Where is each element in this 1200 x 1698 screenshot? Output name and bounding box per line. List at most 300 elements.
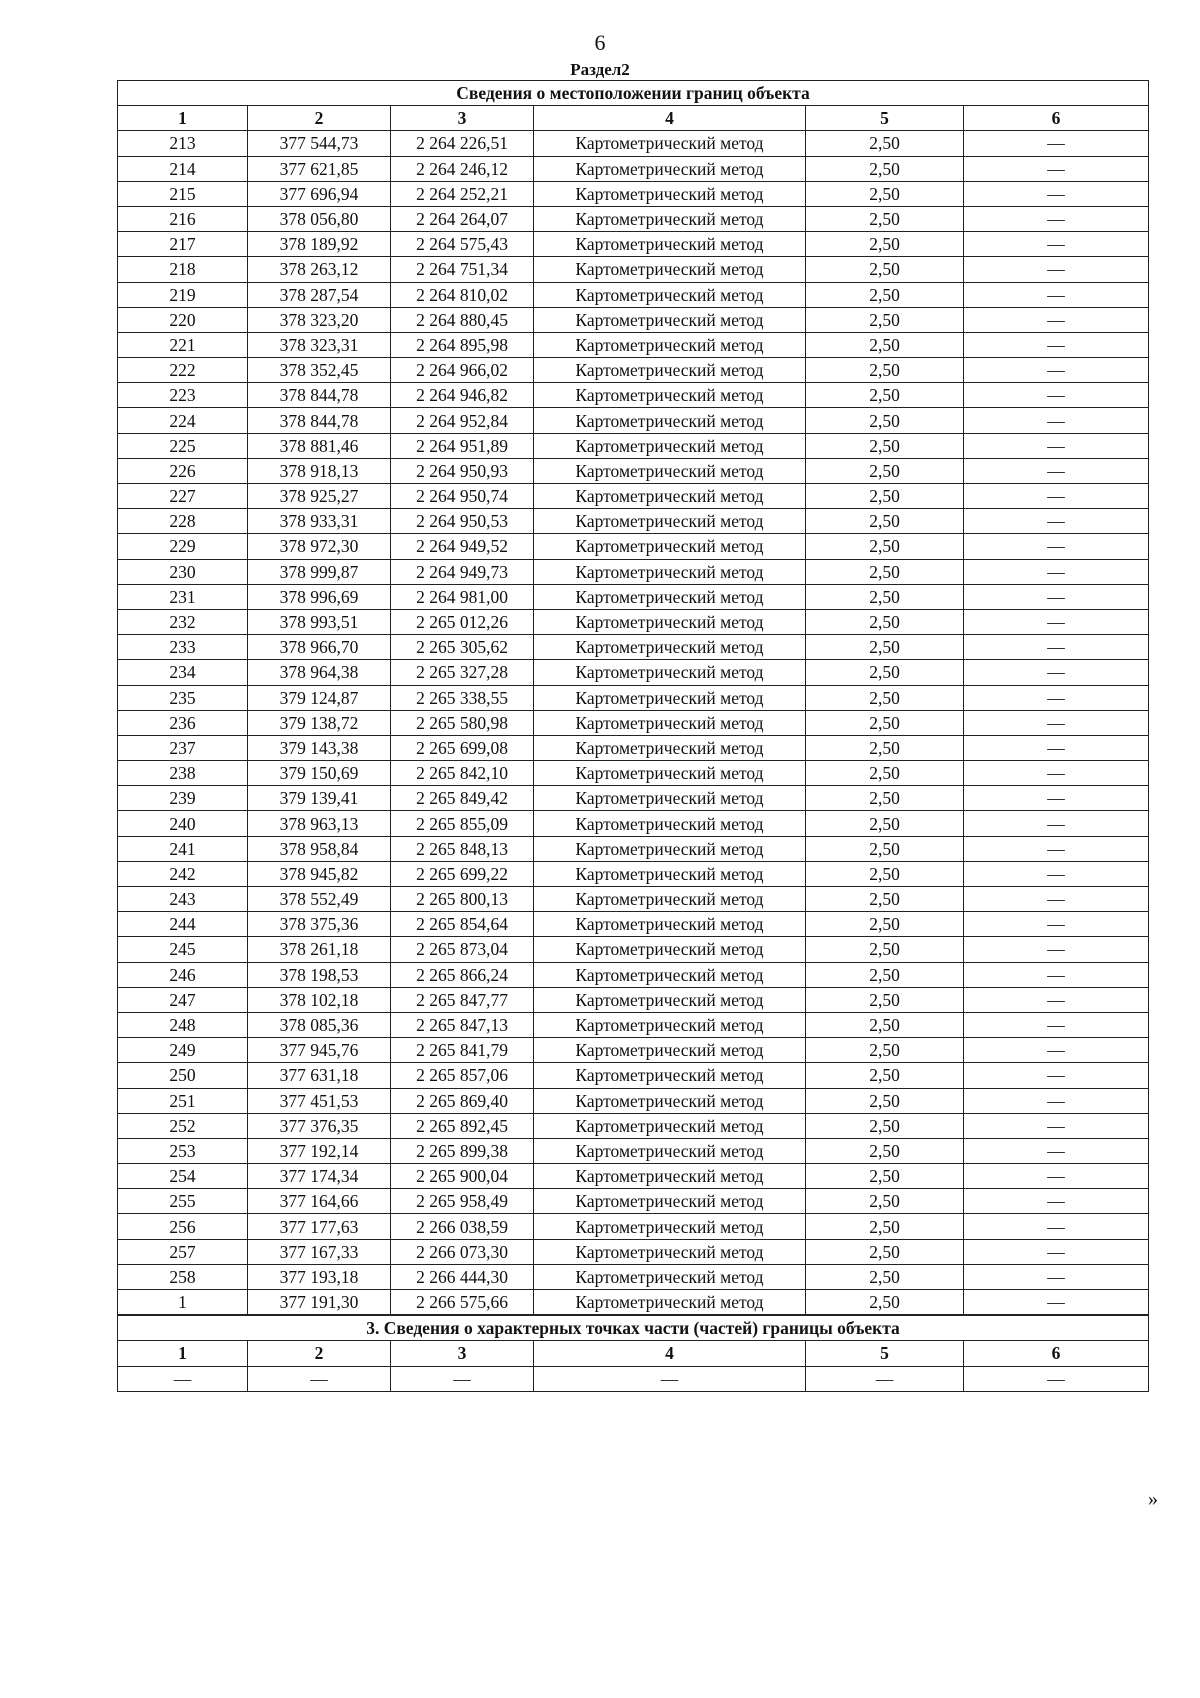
- table-row-cell: 2 265 800,13: [391, 887, 534, 912]
- table-row: [118, 534, 1149, 559]
- table-row: [118, 509, 1149, 534]
- table-row-cell: 2 265 841,79: [391, 1038, 534, 1063]
- table-row-cell: —: [964, 912, 1149, 937]
- table-row: [118, 282, 1149, 307]
- table-row-cell: 2 264 951,89: [391, 433, 534, 458]
- section3-row-cell: —: [806, 1366, 964, 1391]
- header-row-cell: 3: [391, 106, 534, 131]
- table-row: [118, 1214, 1149, 1239]
- table-row-cell: 236: [118, 710, 248, 735]
- table-row: [118, 660, 1149, 685]
- table-row-cell: 2,50: [806, 358, 964, 383]
- section3-row-cell: —: [248, 1366, 391, 1391]
- table-row-cell: 217: [118, 232, 248, 257]
- table-row: [118, 408, 1149, 433]
- table-row-cell: 2 265 580,98: [391, 710, 534, 735]
- table-row: [118, 635, 1149, 660]
- table-row-cell: Картометрический метод: [534, 710, 806, 735]
- table-row-cell: 378 198,53: [248, 962, 391, 987]
- table-row-cell: Картометрический метод: [534, 458, 806, 483]
- table-row-cell: 377 544,73: [248, 131, 391, 156]
- section3-row-cell: —: [534, 1366, 806, 1391]
- table-row-cell: 379 139,41: [248, 786, 391, 811]
- table-row-cell: 229: [118, 534, 248, 559]
- table-row-cell: 2,50: [806, 458, 964, 483]
- table-row-cell: 2 265 873,04: [391, 937, 534, 962]
- table-row-cell: —: [964, 257, 1149, 282]
- table-row-cell: Картометрический метод: [534, 1290, 806, 1316]
- header-row-cell: 2: [248, 106, 391, 131]
- table-row-cell: 250: [118, 1063, 248, 1088]
- table-row-cell: 378 323,20: [248, 307, 391, 332]
- table-row-cell: 377 177,63: [248, 1214, 391, 1239]
- table-row-cell: 221: [118, 332, 248, 357]
- table-row-cell: 377 192,14: [248, 1138, 391, 1163]
- table-row-cell: Картометрический метод: [534, 887, 806, 912]
- table-row-cell: 228: [118, 509, 248, 534]
- table-row-cell: Картометрический метод: [534, 307, 806, 332]
- section3-header-row-cell: 1: [118, 1341, 248, 1366]
- table-row-cell: —: [964, 433, 1149, 458]
- table-row: [118, 1012, 1149, 1037]
- table-row-cell: 2,50: [806, 232, 964, 257]
- table-row-cell: Картометрический метод: [534, 1264, 806, 1289]
- table-row: [118, 786, 1149, 811]
- table-row-cell: 378 261,18: [248, 937, 391, 962]
- table-row-cell: Картометрический метод: [534, 962, 806, 987]
- table-row: [118, 1063, 1149, 1088]
- table-row-cell: 2,50: [806, 962, 964, 987]
- section3-header-row-cell: 3: [391, 1341, 534, 1366]
- table-row-cell: 2 264 880,45: [391, 307, 534, 332]
- table-row-cell: Картометрический метод: [534, 408, 806, 433]
- table-row: [118, 484, 1149, 509]
- table-row-cell: 2,50: [806, 156, 964, 181]
- table-row-cell: 2,50: [806, 1012, 964, 1037]
- table-row: [118, 1113, 1149, 1138]
- table-row-cell: 2,50: [806, 811, 964, 836]
- table-row-cell: 2,50: [806, 534, 964, 559]
- table-row: [118, 156, 1149, 181]
- table-row-cell: 253: [118, 1138, 248, 1163]
- table-row-cell: Картометрический метод: [534, 761, 806, 786]
- table-row-cell: —: [964, 559, 1149, 584]
- table-row-cell: 2,50: [806, 735, 964, 760]
- table-row-cell: 2,50: [806, 206, 964, 231]
- table-row-cell: Картометрический метод: [534, 1239, 806, 1264]
- table-row-cell: 378 945,82: [248, 861, 391, 886]
- table-row-cell: —: [964, 584, 1149, 609]
- table-row: [118, 962, 1149, 987]
- table-row-cell: 2,50: [806, 1189, 964, 1214]
- table-row-cell: Картометрический метод: [534, 257, 806, 282]
- table-row-cell: 2,50: [806, 1088, 964, 1113]
- table-row-cell: —: [964, 484, 1149, 509]
- table-row-cell: 246: [118, 962, 248, 987]
- table-row: [118, 1239, 1149, 1264]
- page-number: 6: [594, 30, 606, 55]
- table-row-cell: 378 375,36: [248, 912, 391, 937]
- table-subtitle: Сведения о местоположении границ объекта: [118, 81, 1149, 106]
- table-row-cell: 244: [118, 912, 248, 937]
- table-row-cell: Картометрический метод: [534, 559, 806, 584]
- header-row-cell: 1: [118, 106, 248, 131]
- table-row-cell: —: [964, 1113, 1149, 1138]
- table-row-cell: Картометрический метод: [534, 433, 806, 458]
- table-row-cell: 379 143,38: [248, 735, 391, 760]
- table-row-cell: 378 323,31: [248, 332, 391, 357]
- table-row-cell: Картометрический метод: [534, 534, 806, 559]
- table-row-cell: Картометрический метод: [534, 635, 806, 660]
- table-row-cell: 2,50: [806, 131, 964, 156]
- table-row-cell: 2 264 946,82: [391, 383, 534, 408]
- table-row-cell: 2,50: [806, 912, 964, 937]
- section3-row-cell: —: [964, 1366, 1149, 1391]
- table-row-cell: 238: [118, 761, 248, 786]
- table-row-cell: 378 958,84: [248, 836, 391, 861]
- table-row-cell: 378 963,13: [248, 811, 391, 836]
- table-row-cell: 252: [118, 1113, 248, 1138]
- table-row-cell: 378 881,46: [248, 433, 391, 458]
- table-row-cell: —: [964, 509, 1149, 534]
- table-row-cell: 2,50: [806, 609, 964, 634]
- table-row-cell: 2 265 847,13: [391, 1012, 534, 1037]
- table-row-cell: 378 287,54: [248, 282, 391, 307]
- section3-title: 3. Сведения о характерных точках части (частей) границы объекта: [118, 1315, 1149, 1341]
- table-row-cell: —: [964, 232, 1149, 257]
- table-row-cell: 378 844,78: [248, 383, 391, 408]
- table-row: [118, 811, 1149, 836]
- table-row-cell: 2 265 900,04: [391, 1164, 534, 1189]
- table-row: [118, 206, 1149, 231]
- table-row-cell: 2 265 842,10: [391, 761, 534, 786]
- table-row-cell: 378 102,18: [248, 987, 391, 1012]
- table-row-cell: —: [964, 206, 1149, 231]
- table-row-cell: 231: [118, 584, 248, 609]
- table-row-cell: —: [964, 458, 1149, 483]
- table-row-cell: 233: [118, 635, 248, 660]
- table-row-cell: 378 352,45: [248, 358, 391, 383]
- table-row-cell: 227: [118, 484, 248, 509]
- table-row-cell: 2,50: [806, 987, 964, 1012]
- table-row-cell: 377 631,18: [248, 1063, 391, 1088]
- table-row-cell: 2,50: [806, 710, 964, 735]
- table-row-cell: 2 265 855,09: [391, 811, 534, 836]
- table-row-cell: 2 264 264,07: [391, 206, 534, 231]
- table-row-cell: 2 264 252,21: [391, 181, 534, 206]
- table-row-cell: Картометрический метод: [534, 181, 806, 206]
- table-row-cell: 2,50: [806, 408, 964, 433]
- table-row-cell: Картометрический метод: [534, 232, 806, 257]
- table-row-cell: 2,50: [806, 1264, 964, 1289]
- table-row-cell: 2,50: [806, 1164, 964, 1189]
- table-row-cell: Картометрический метод: [534, 1012, 806, 1037]
- table-row-cell: 378 966,70: [248, 635, 391, 660]
- table-row-cell: 257: [118, 1239, 248, 1264]
- table-row-cell: 2,50: [806, 509, 964, 534]
- table-row-cell: —: [964, 887, 1149, 912]
- table-row-cell: 2 264 751,34: [391, 257, 534, 282]
- table-row-cell: 378 263,12: [248, 257, 391, 282]
- header-row-cell: 5: [806, 106, 964, 131]
- table-row-cell: 2 265 854,64: [391, 912, 534, 937]
- section3-header-row: [118, 1341, 1149, 1366]
- table-row-cell: 2,50: [806, 433, 964, 458]
- table-row-cell: 2,50: [806, 332, 964, 357]
- table-row-cell: Картометрический метод: [534, 609, 806, 634]
- table-row-cell: Картометрический метод: [534, 509, 806, 534]
- table-row-cell: 216: [118, 206, 248, 231]
- table-row-cell: 2 264 952,84: [391, 408, 534, 433]
- table-row-cell: Картометрический метод: [534, 786, 806, 811]
- table-row-cell: 2 266 073,30: [391, 1239, 534, 1264]
- table-row-cell: —: [964, 1088, 1149, 1113]
- table-row-cell: Картометрический метод: [534, 282, 806, 307]
- table-row-cell: —: [964, 1189, 1149, 1214]
- table-row-cell: 2 265 899,38: [391, 1138, 534, 1163]
- table-row-cell: 378 925,27: [248, 484, 391, 509]
- table-row-cell: 239: [118, 786, 248, 811]
- table-row-cell: 378 933,31: [248, 509, 391, 534]
- table-row-cell: 2 264 981,00: [391, 584, 534, 609]
- table-row-cell: —: [964, 1214, 1149, 1239]
- table-row-cell: 2 265 012,26: [391, 609, 534, 634]
- table-row-cell: —: [964, 1063, 1149, 1088]
- table-row: [118, 181, 1149, 206]
- table-row-cell: 2 264 575,43: [391, 232, 534, 257]
- header-row-cell: 6: [964, 106, 1149, 131]
- table-row-cell: 2,50: [806, 383, 964, 408]
- table-row-cell: —: [964, 282, 1149, 307]
- table-row-cell: Картометрический метод: [534, 1063, 806, 1088]
- table-row-cell: —: [964, 383, 1149, 408]
- table-row-cell: 2,50: [806, 1214, 964, 1239]
- table-row-cell: —: [964, 660, 1149, 685]
- table-row-cell: 378 844,78: [248, 408, 391, 433]
- table-row-cell: 2 264 246,12: [391, 156, 534, 181]
- table-row: [118, 1038, 1149, 1063]
- table-row-cell: 2,50: [806, 559, 964, 584]
- table-row-cell: 2,50: [806, 635, 964, 660]
- table-row-cell: 2,50: [806, 1113, 964, 1138]
- table-row-cell: 2 264 950,74: [391, 484, 534, 509]
- table-row-cell: 378 056,80: [248, 206, 391, 231]
- table-row-cell: —: [964, 937, 1149, 962]
- table-row-cell: Картометрический метод: [534, 937, 806, 962]
- table-row-cell: —: [964, 609, 1149, 634]
- table-row: [118, 433, 1149, 458]
- table-row: [118, 735, 1149, 760]
- table-row-cell: 232: [118, 609, 248, 634]
- table-row-cell: —: [964, 534, 1149, 559]
- table-row-cell: 2 264 949,73: [391, 559, 534, 584]
- table-row-cell: 247: [118, 987, 248, 1012]
- table-row-cell: 215: [118, 181, 248, 206]
- table-row-cell: 378 999,87: [248, 559, 391, 584]
- table-row-cell: —: [964, 1138, 1149, 1163]
- table-row-cell: 377 945,76: [248, 1038, 391, 1063]
- table-row: [118, 307, 1149, 332]
- table-row-cell: 237: [118, 735, 248, 760]
- closing-quote: »: [1148, 1488, 1158, 1510]
- table-row-cell: 223: [118, 383, 248, 408]
- table-row-cell: 2,50: [806, 282, 964, 307]
- table-row-cell: Картометрический метод: [534, 484, 806, 509]
- table-row-cell: 255: [118, 1189, 248, 1214]
- table-row-cell: 378 996,69: [248, 584, 391, 609]
- table-row-cell: 377 621,85: [248, 156, 391, 181]
- table-row-cell: 377 164,66: [248, 1189, 391, 1214]
- table-row-cell: 377 167,33: [248, 1239, 391, 1264]
- table-row-cell: —: [964, 1239, 1149, 1264]
- table-row-cell: 378 993,51: [248, 609, 391, 634]
- table-row-cell: 2,50: [806, 584, 964, 609]
- table-row-cell: 378 189,92: [248, 232, 391, 257]
- table-row: [118, 1189, 1149, 1214]
- table-row-cell: 2,50: [806, 887, 964, 912]
- table-row-cell: 2,50: [806, 786, 964, 811]
- table-row: [118, 937, 1149, 962]
- table-row-cell: 230: [118, 559, 248, 584]
- table-row-cell: —: [964, 861, 1149, 886]
- table-row-cell: 378 964,38: [248, 660, 391, 685]
- section3-row-cell: —: [391, 1366, 534, 1391]
- table-row-cell: Картометрический метод: [534, 987, 806, 1012]
- table-row-cell: Картометрический метод: [534, 1038, 806, 1063]
- table-row-cell: 213: [118, 131, 248, 156]
- header-row-cell: 4: [534, 106, 806, 131]
- table-row-cell: 2,50: [806, 836, 964, 861]
- table-row: [118, 761, 1149, 786]
- table-row-cell: Картометрический метод: [534, 1138, 806, 1163]
- table-row-cell: 2 264 895,98: [391, 332, 534, 357]
- table-row-cell: 2,50: [806, 257, 964, 282]
- table-row-cell: 234: [118, 660, 248, 685]
- table-row-cell: 377 451,53: [248, 1088, 391, 1113]
- table-row-cell: 2,50: [806, 181, 964, 206]
- table-row-cell: —: [964, 685, 1149, 710]
- table-row-cell: —: [964, 836, 1149, 861]
- table-row: [118, 710, 1149, 735]
- table-row-cell: —: [964, 1012, 1149, 1037]
- table-row-cell: 249: [118, 1038, 248, 1063]
- table-row-cell: —: [964, 786, 1149, 811]
- table-row-cell: Картометрический метод: [534, 861, 806, 886]
- table-row-cell: —: [964, 761, 1149, 786]
- table-row-cell: 243: [118, 887, 248, 912]
- table-row-cell: —: [964, 987, 1149, 1012]
- table-row-cell: 2,50: [806, 1239, 964, 1264]
- table-row-cell: 377 376,35: [248, 1113, 391, 1138]
- table-row-cell: Картометрический метод: [534, 383, 806, 408]
- table-row: [118, 584, 1149, 609]
- table-row-cell: Картометрический метод: [534, 358, 806, 383]
- table-row: [118, 131, 1149, 156]
- table-row-cell: —: [964, 710, 1149, 735]
- table-row-cell: 235: [118, 685, 248, 710]
- table-row: [118, 257, 1149, 282]
- section-label: Раздел2: [570, 60, 630, 79]
- table-row-cell: 2,50: [806, 1290, 964, 1316]
- table-row-cell: Картометрический метод: [534, 660, 806, 685]
- table-row-cell: 2,50: [806, 1038, 964, 1063]
- table-row-cell: 2,50: [806, 937, 964, 962]
- table-row-cell: 378 552,49: [248, 887, 391, 912]
- table-row-cell: 2,50: [806, 1063, 964, 1088]
- table-row-cell: Картометрический метод: [534, 1189, 806, 1214]
- boundary-table: [117, 80, 1149, 1392]
- table-row-cell: 2,50: [806, 761, 964, 786]
- table-row-cell: —: [964, 635, 1149, 660]
- table-row-cell: 377 696,94: [248, 181, 391, 206]
- table-row-cell: 2 266 038,59: [391, 1214, 534, 1239]
- table-row: [118, 861, 1149, 886]
- table-row-cell: 225: [118, 433, 248, 458]
- table-row: [118, 836, 1149, 861]
- table-row-cell: 2 264 810,02: [391, 282, 534, 307]
- table-row: [118, 1138, 1149, 1163]
- table-row-cell: 377 193,18: [248, 1264, 391, 1289]
- table-row-cell: Картометрический метод: [534, 584, 806, 609]
- table-row: [118, 332, 1149, 357]
- table-row-cell: 242: [118, 861, 248, 886]
- table-row-cell: Картометрический метод: [534, 811, 806, 836]
- section3-row-cell: —: [118, 1366, 248, 1391]
- table-row-cell: 2 265 869,40: [391, 1088, 534, 1113]
- table-row: [118, 887, 1149, 912]
- table-row: [118, 1088, 1149, 1113]
- table-row: [118, 609, 1149, 634]
- table-row-cell: 2 265 848,13: [391, 836, 534, 861]
- table-row: [118, 232, 1149, 257]
- table-row-cell: —: [964, 156, 1149, 181]
- table-row-cell: 379 124,87: [248, 685, 391, 710]
- table-row-cell: Картометрический метод: [534, 332, 806, 357]
- table-row-cell: 2 265 699,08: [391, 735, 534, 760]
- table-row-cell: 2 264 950,93: [391, 458, 534, 483]
- table-row-cell: 2 265 857,06: [391, 1063, 534, 1088]
- table-row-cell: 248: [118, 1012, 248, 1037]
- table-row-cell: Картометрический метод: [534, 1113, 806, 1138]
- table-row-cell: 240: [118, 811, 248, 836]
- table-row-cell: —: [964, 735, 1149, 760]
- table-row-cell: 2,50: [806, 685, 964, 710]
- table-row-cell: 241: [118, 836, 248, 861]
- table-row-cell: 251: [118, 1088, 248, 1113]
- table-row-cell: —: [964, 1264, 1149, 1289]
- table-row-cell: 2 264 226,51: [391, 131, 534, 156]
- table-row-cell: 2 266 575,66: [391, 1290, 534, 1316]
- table-row-cell: 256: [118, 1214, 248, 1239]
- table-row-cell: 254: [118, 1164, 248, 1189]
- table-row-cell: 220: [118, 307, 248, 332]
- table-row-cell: 2 266 444,30: [391, 1264, 534, 1289]
- table-row-cell: 2 264 950,53: [391, 509, 534, 534]
- header-row: [118, 106, 1149, 131]
- table-row-cell: Картометрический метод: [534, 1088, 806, 1113]
- table-row: [118, 685, 1149, 710]
- table-row-cell: —: [964, 307, 1149, 332]
- table-row-cell: 2,50: [806, 861, 964, 886]
- table-row-cell: 2 265 327,28: [391, 660, 534, 685]
- table-row-cell: 2 265 847,77: [391, 987, 534, 1012]
- table-row-cell: 2 265 849,42: [391, 786, 534, 811]
- section3-row: [118, 1366, 1149, 1391]
- table-row-cell: 379 150,69: [248, 761, 391, 786]
- table-row: [118, 912, 1149, 937]
- table-row-cell: Картометрический метод: [534, 735, 806, 760]
- table-row-cell: Картометрический метод: [534, 912, 806, 937]
